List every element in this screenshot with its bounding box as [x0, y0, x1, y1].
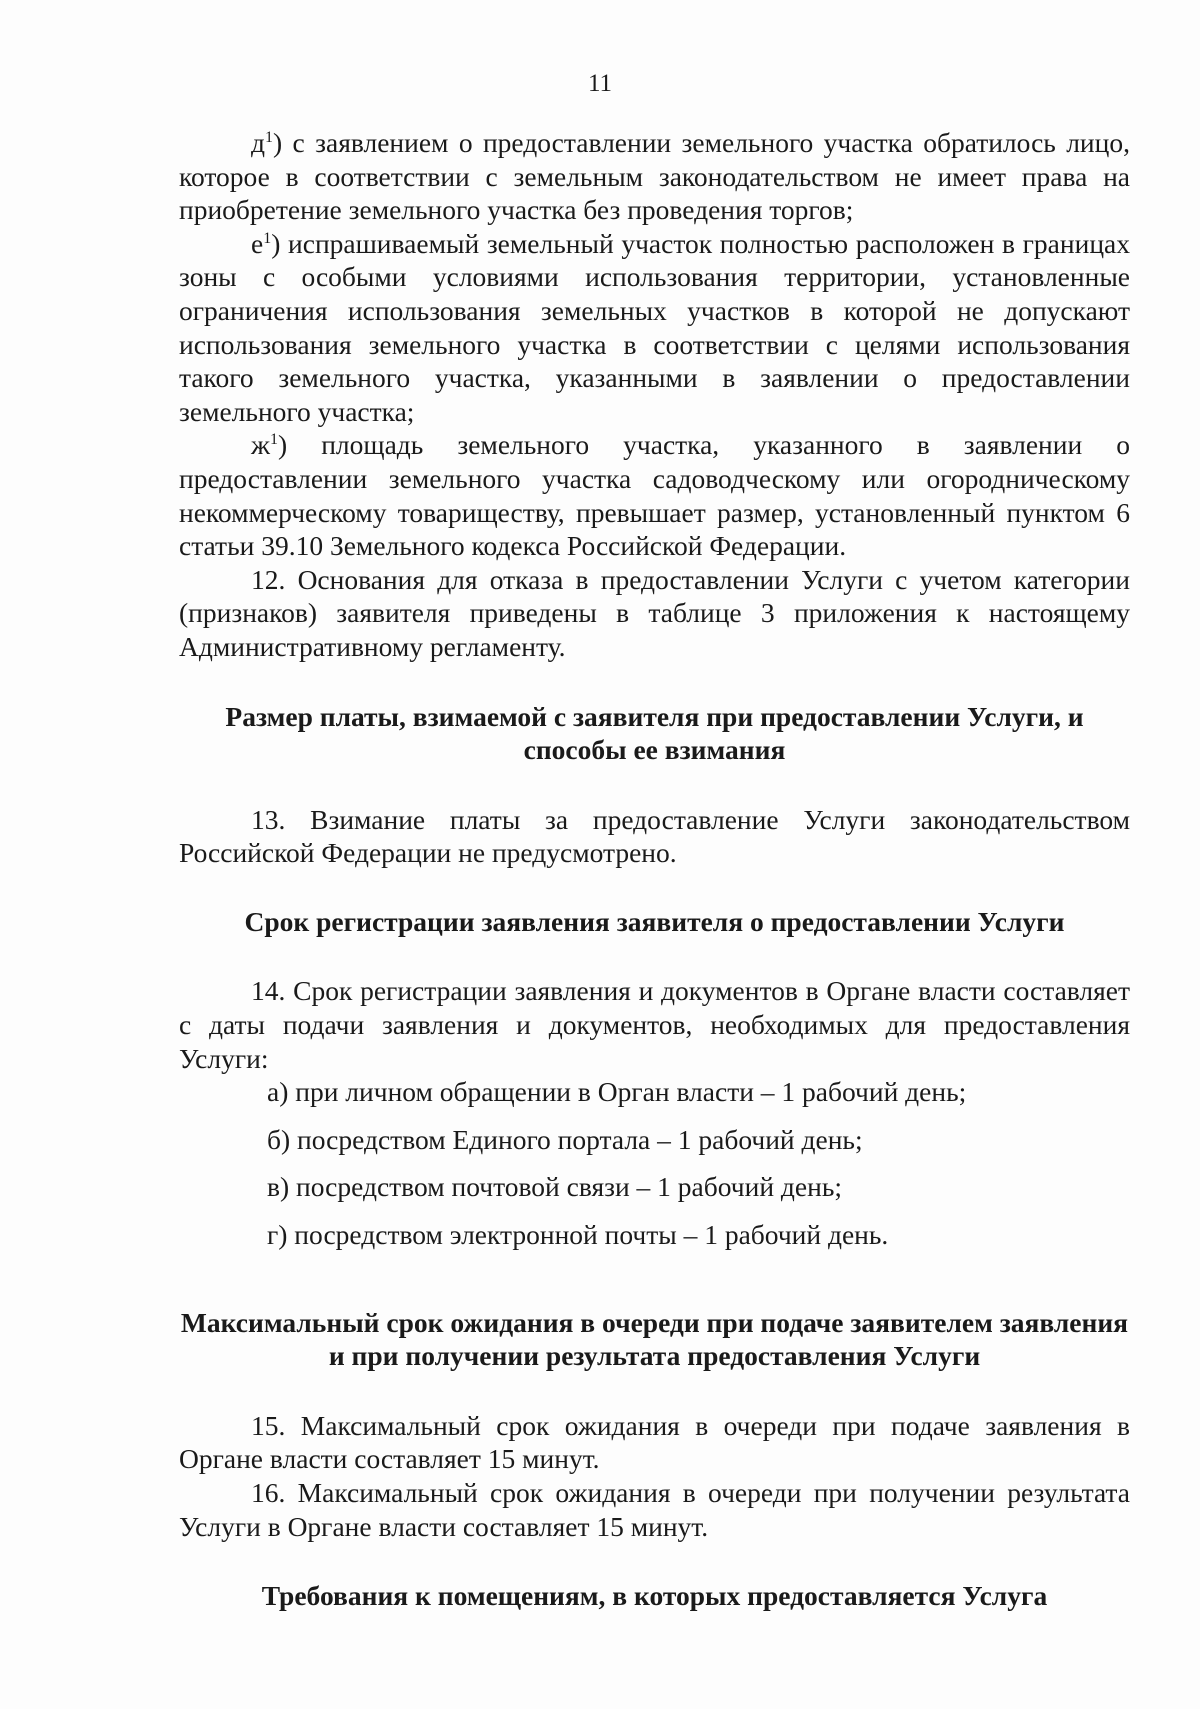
heading-registration: Срок регистрации заявления заявителя о предоставлении Услуги — [244, 905, 1065, 937]
paragraph-13: 13. Взимание платы за предоставление Услуги законодательством Российской Федерации не предусмотрено. — [179, 803, 1130, 869]
paragraph-15: 15. Максимальный срок ожидания в очереди при подаче заявления в Органе власти составляет 15 минут. — [179, 1409, 1130, 1475]
list-item-v: в) посредством почтовой связи – 1 рабочий день; — [267, 1171, 843, 1203]
paragraph-zh1 — [179, 428, 1130, 562]
paragraph-zh1-text: ) площадь земельного участка, указанного в заявлении о предоставлении земельного участка садоводческому или огородническому некоммерческому товариществу, превышает размер, установленный пунктом 6 статьи 39.10 Земельного кодекса Российской Федерации. — [179, 429, 1130, 562]
list-item-a: а) при личном обращении в Орган власти – 1 рабочий день; — [267, 1076, 967, 1108]
paragraph-e1 — [179, 227, 1130, 429]
heading-premises: Требования к помещениям, в которых предоставляется Услуга — [261, 1580, 1048, 1612]
item-letter-zh: ж — [251, 429, 271, 461]
paragraph-12: 12. Основания для отказа в предоставлении Услуги с учетом категории (признаков) заявителя приведены в таблице 3 приложения к настоящему Административному регламенту. — [179, 563, 1130, 662]
item-letter-e: е — [251, 227, 264, 259]
list-item-b: б) посредством Единого портала – 1 рабочий день; — [267, 1123, 863, 1155]
heading-queue: Максимальный срок ожидания в очереди при подаче заявителем заявления и при получении результата предоставления Услуги — [180, 1306, 1129, 1372]
document-body — [179, 126, 1130, 1613]
superscript-zh1: 1 — [270, 431, 279, 449]
paragraph-e1-text: ) испрашиваемый земельный участок полностью расположен в границах зоны с особыми условиями использования территории, установленные ограничения использования земельных участков в которой не допускают использования земельного участка в соответствии с целями использования такого земельного участка, указанными в заявлении о предоставлении земельного участка; — [179, 227, 1130, 427]
paragraph-14: 14. Срок регистрации заявления и документов в Органе власти составляет с даты подачи заявления и документов, необходимых для предоставления Услуги: — [179, 975, 1130, 1074]
heading-fee: Размер платы, взимаемой с заявителя при предоставлении Услуги, и способы ее взимания — [225, 700, 1084, 766]
superscript-d1: 1 — [265, 129, 273, 146]
superscript-e1: 1 — [263, 229, 272, 247]
item-letter-d: д — [251, 127, 265, 158]
paragraph-d1-text: ) с заявлением о предоставлении земельного участка обратилось лицо, которое в соответствии с земельным законодательством не имеет права на приобретение земельного участка без проведения торгов; — [179, 127, 1130, 226]
list-item-g: г) посредством электронной почты – 1 рабочий день. — [267, 1219, 889, 1251]
paragraph-16: 16. Максимальный срок ожидания в очереди при получении результата Услуги в Органе власти составляет 15 минут. — [179, 1477, 1130, 1542]
paragraph-d1 — [179, 126, 1130, 227]
page-number: 11 — [587, 70, 613, 97]
